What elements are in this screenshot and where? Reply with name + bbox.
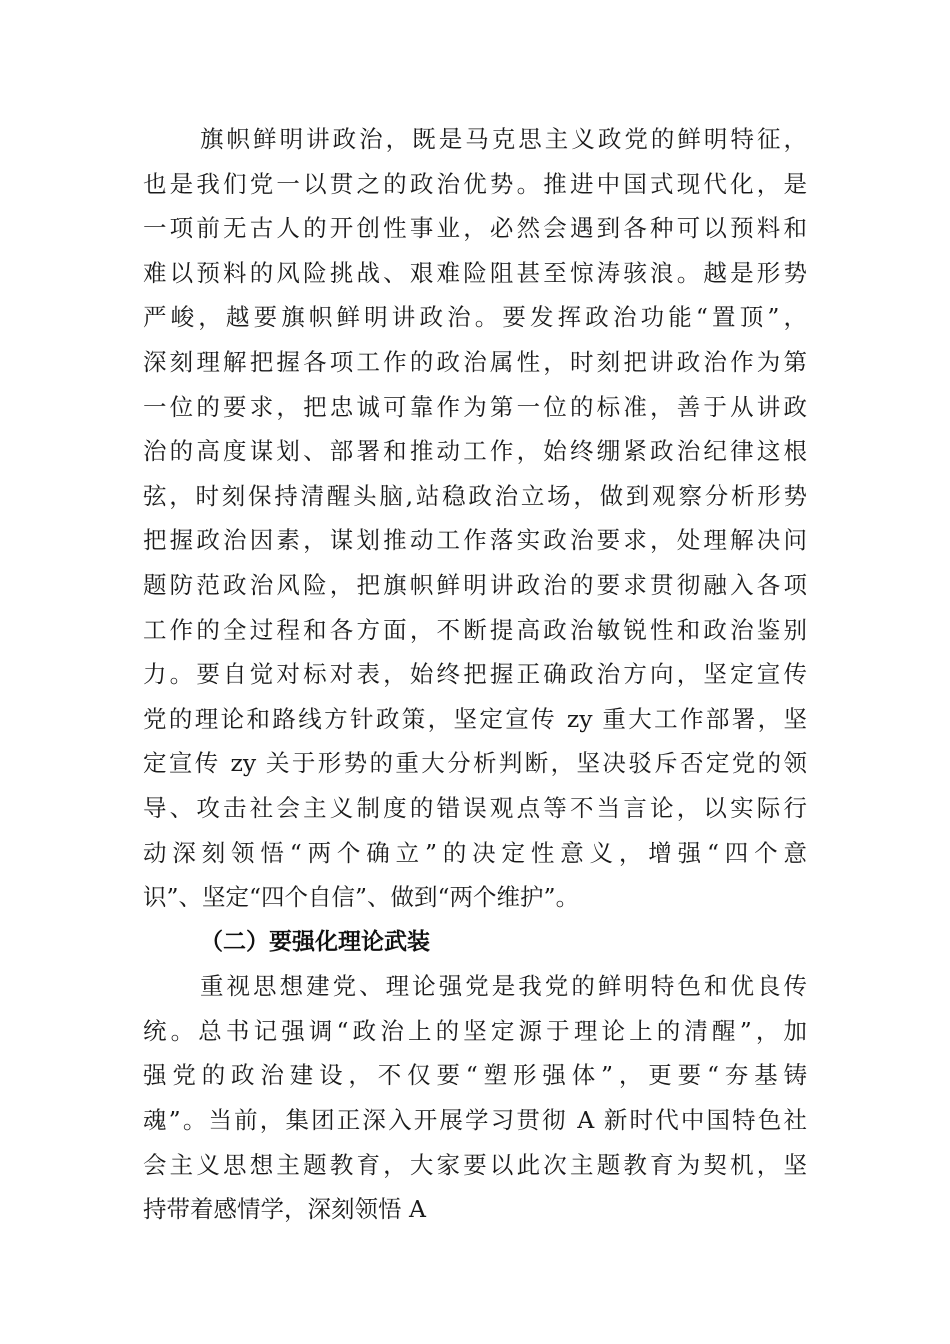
paragraph-line: 也是我们党一以贯之的政治优势。推进中国式现代化，是: [143, 169, 807, 198]
document-body: [143, 117, 807, 1232]
paragraph-line: 识”、坚定“四个自信”、做到“两个维护”。: [143, 883, 580, 912]
paragraph-line: 党的理论和路线方针政策，坚定宣传 zy 重大工作部署，坚: [143, 704, 807, 733]
paragraph-line: 重视思想建党、理论强党是我党的鲜明特色和优良传: [200, 972, 807, 1001]
paragraph-political-stance: [143, 117, 807, 920]
paragraph-line: 工作的全过程和各方面，不断提高政治敏锐性和政治鉴别: [143, 615, 807, 644]
paragraph-line: 动深刻领悟“两个确立”的决定性意义，增强“四个意: [143, 838, 807, 867]
paragraph-line: 会主义思想主题教育，大家要以此次主题教育为契机，坚: [143, 1150, 807, 1179]
paragraph-theory-arming: [143, 964, 807, 1232]
paragraph-line: 题防范政治风险，把旗帜鲜明讲政治的要求贯彻融入各项: [143, 570, 807, 599]
paragraph-line: 治的高度谋划、部署和推动工作，始终绷紧政治纪律这根: [143, 437, 807, 466]
paragraph-line: 一位的要求，把忠诚可靠作为第一位的标准，善于从讲政: [143, 392, 807, 421]
paragraph-line: 旗帜鲜明讲政治，既是马克思主义政党的鲜明特征，: [200, 125, 807, 153]
paragraph-line: 导、攻击社会主义制度的错误观点等不当言论，以实际行: [143, 793, 807, 822]
section-heading: （二）要强化理论武装: [200, 928, 430, 955]
paragraph-line: 定宣传 zy 关于形势的重大分析判断，坚决驳斥否定党的领: [143, 749, 807, 778]
paragraph-line: 难以预料的风险挑战、艰难险阻甚至惊涛骇浪。越是形势: [143, 258, 807, 287]
paragraph-line: 把握政治因素，谋划推动工作落实政治要求，处理解决问: [143, 526, 807, 555]
paragraph-line: 魂”。当前，集团正深入开展学习贯彻 A 新时代中国特色社: [143, 1106, 807, 1135]
paragraph-line: 严峻，越要旗帜鲜明讲政治。要发挥政治功能“置顶”，: [143, 303, 807, 332]
paragraph-line: 深刻理解把握各项工作的政治属性，时刻把讲政治作为第: [143, 347, 807, 376]
paragraph-line: 统。总书记强调“政治上的坚定源于理论上的清醒”，加: [143, 1016, 807, 1045]
paragraph-line: 力。要自觉对标对表，始终把握正确政治方向，坚定宣传: [143, 660, 807, 689]
paragraph-line: 持带着感情学，深刻领悟 A: [143, 1195, 426, 1224]
paragraph-line: 弦，时刻保持清醒头脑,站稳政治立场，做到观察分析形势: [143, 481, 807, 510]
paragraph-line: 强党的政治建设，不仅要“塑形强体”，更要“夯基铸: [143, 1061, 807, 1090]
paragraph-line: 一项前无古人的开创性事业，必然会遇到各种可以预料和: [143, 214, 807, 243]
